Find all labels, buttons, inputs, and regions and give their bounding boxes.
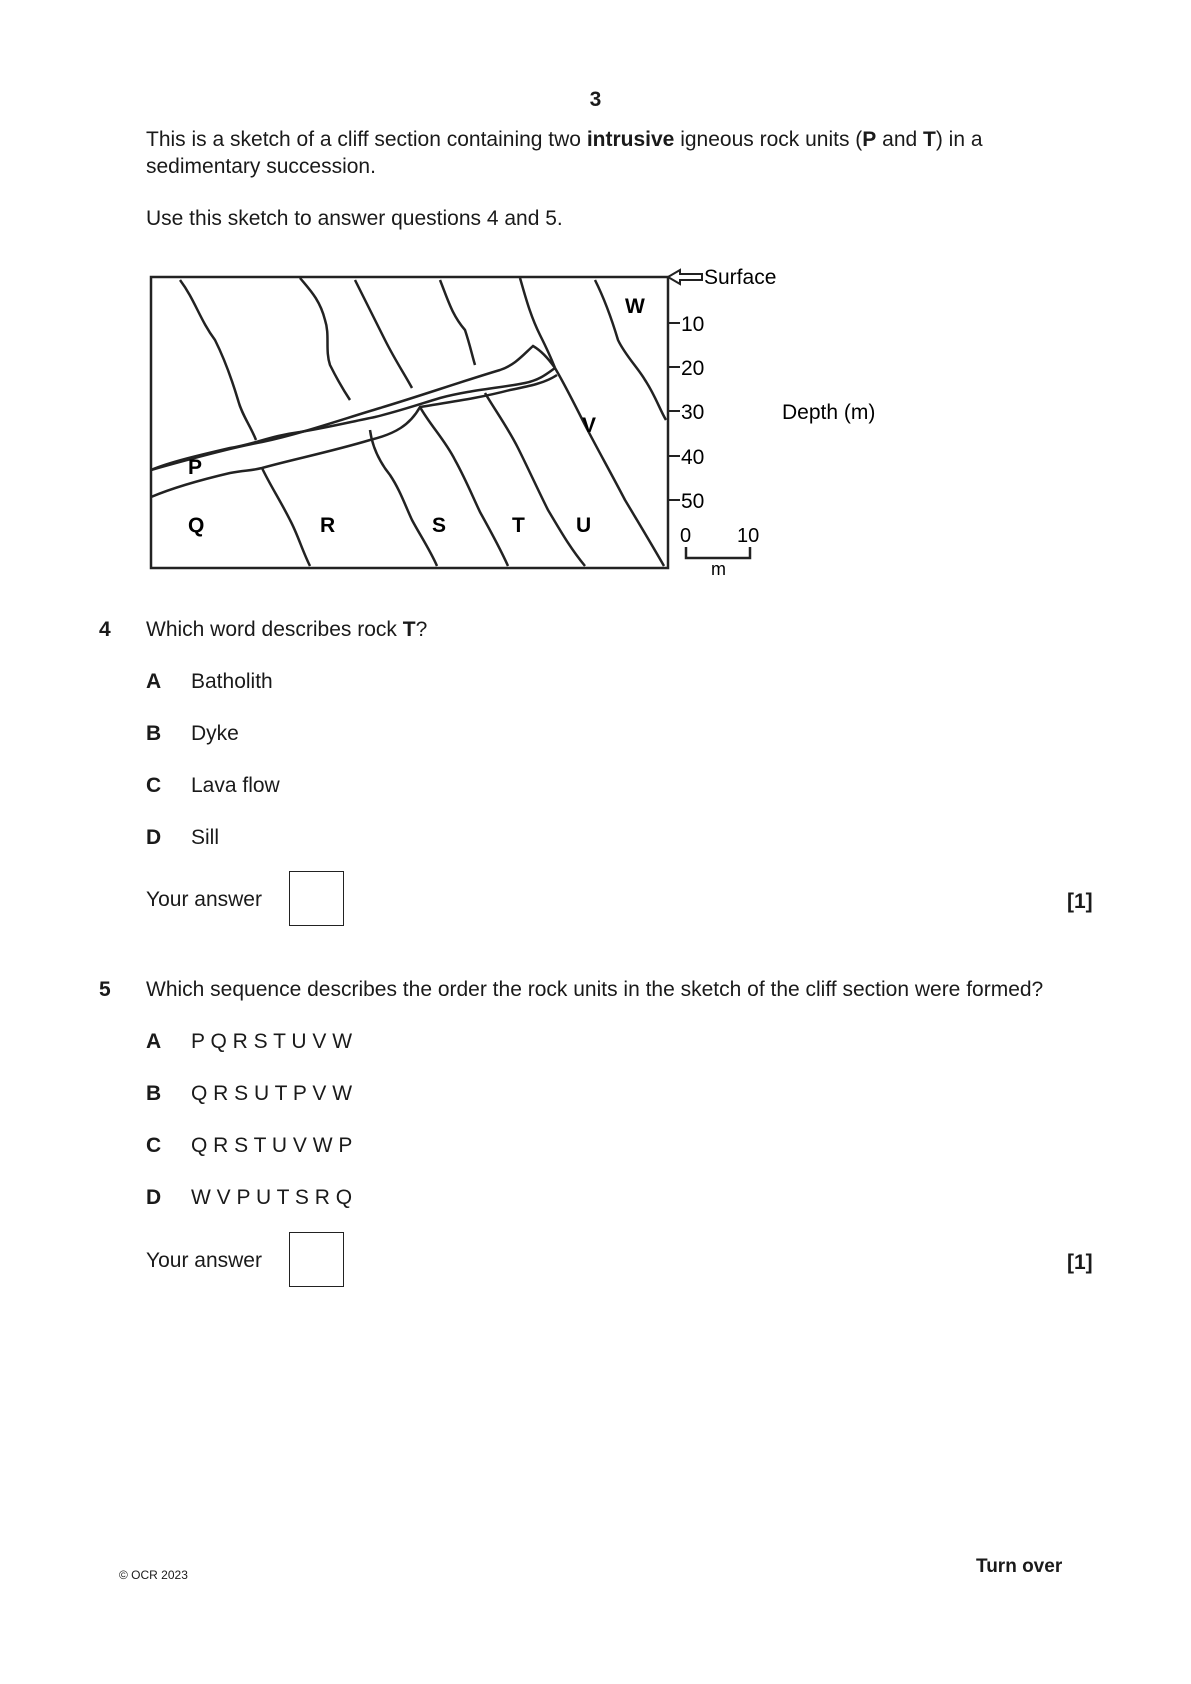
scale-bar — [686, 547, 750, 558]
q4-option-a-text: Batholith — [191, 670, 273, 693]
depth-tick-label-30: 30 — [681, 401, 705, 424]
scale-label-10: 10 — [737, 525, 760, 547]
depth-axis-label: Depth (m) — [782, 401, 876, 424]
question-4-stem-end: ? — [415, 618, 428, 641]
q4-option-d-letter: D — [146, 826, 162, 849]
q4-option-b-letter: B — [146, 722, 162, 745]
rock-label-q: Q — [188, 514, 205, 537]
depth-tick-label-20: 20 — [681, 357, 705, 380]
intro-text-2: igneous rock units ( — [674, 128, 863, 151]
boundary-2 — [300, 278, 350, 400]
rock-label-s: S — [432, 514, 447, 537]
depth-tick-label-40: 40 — [681, 446, 705, 469]
q4-answer-box[interactable] — [289, 871, 344, 926]
q4-option-c-letter: C — [146, 774, 162, 797]
boundary-6 — [262, 468, 310, 566]
q5-option-b-text: Q R S U T P V W — [191, 1082, 353, 1105]
question-4-stem — [146, 616, 427, 643]
intro-bold-intrusive: intrusive — [586, 128, 675, 151]
q5-option-d-text: W V P U T S R Q — [191, 1186, 353, 1209]
q4-marks: [1] — [1067, 890, 1093, 913]
rock-label-v: V — [582, 414, 597, 437]
q4-option-b-text: Dyke — [191, 722, 239, 745]
intro-text-1: This is a sketch of a cliff section containing two — [146, 128, 587, 151]
boundary-10 — [555, 368, 664, 566]
q5-option-a-text: P Q R S T U V W — [191, 1030, 353, 1053]
q5-option-c-letter: C — [146, 1134, 162, 1157]
scale-unit: m — [711, 559, 726, 579]
sill-p-lower-boundary — [151, 375, 557, 497]
rock-label-w: W — [625, 295, 645, 318]
boundary-7 — [370, 430, 437, 566]
scale-label-0: 0 — [680, 525, 692, 547]
boundary-9 — [485, 393, 585, 566]
surface-arrow-icon — [668, 270, 702, 284]
rock-label-p: P — [188, 456, 203, 479]
depth-tick-label-50: 50 — [681, 490, 705, 513]
q5-marks: [1] — [1067, 1251, 1093, 1274]
question-5-number: 5 — [99, 978, 111, 1001]
q5-option-c-text: Q R S T U V W P — [191, 1134, 353, 1157]
q5-option-b-letter: B — [146, 1082, 162, 1105]
q5-option-a-letter: A — [146, 1030, 162, 1053]
use-sketch-instruction: Use this sketch to answer questions 4 and 5. — [146, 207, 563, 230]
q5-your-answer-label: Your answer — [146, 1249, 262, 1272]
question-4-stem-bold: T — [402, 618, 416, 641]
intro-bold-t: T — [923, 128, 936, 151]
q4-option-c-text: Lava flow — [191, 774, 280, 797]
q4-option-d-text: Sill — [191, 826, 220, 849]
q4-option-a-letter: A — [146, 670, 162, 693]
boundary-4 — [440, 280, 475, 365]
question-4-number: 4 — [99, 618, 111, 641]
rock-label-u: U — [576, 514, 592, 537]
boundary-3 — [355, 280, 412, 388]
q4-your-answer-label: Your answer — [146, 888, 262, 911]
question-4-stem-text: Which word describes rock — [146, 618, 403, 641]
intro-text-4: ) in a sedimentary succession. — [146, 128, 983, 178]
boundary-8 — [420, 407, 508, 566]
footer-turn-over: Turn over — [976, 1556, 1063, 1577]
boundary-1 — [180, 280, 256, 440]
rock-label-t: T — [512, 514, 525, 537]
footer-copyright: © OCR 2023 — [119, 1568, 188, 1582]
page-number: 3 — [589, 88, 602, 111]
cliff-section-diagram — [0, 0, 1191, 600]
rock-label-r: R — [320, 514, 336, 537]
q5-answer-box[interactable] — [289, 1232, 344, 1287]
question-5-stem: Which sequence describes the order the rock units in the sketch of the cliff section were formed? — [146, 978, 1044, 1001]
q5-option-d-letter: D — [146, 1186, 162, 1209]
intro-bold-p: P — [862, 128, 877, 151]
intro-text-3: and — [876, 128, 924, 151]
depth-tick-label-10: 10 — [681, 313, 705, 336]
surface-label: Surface — [704, 266, 777, 289]
